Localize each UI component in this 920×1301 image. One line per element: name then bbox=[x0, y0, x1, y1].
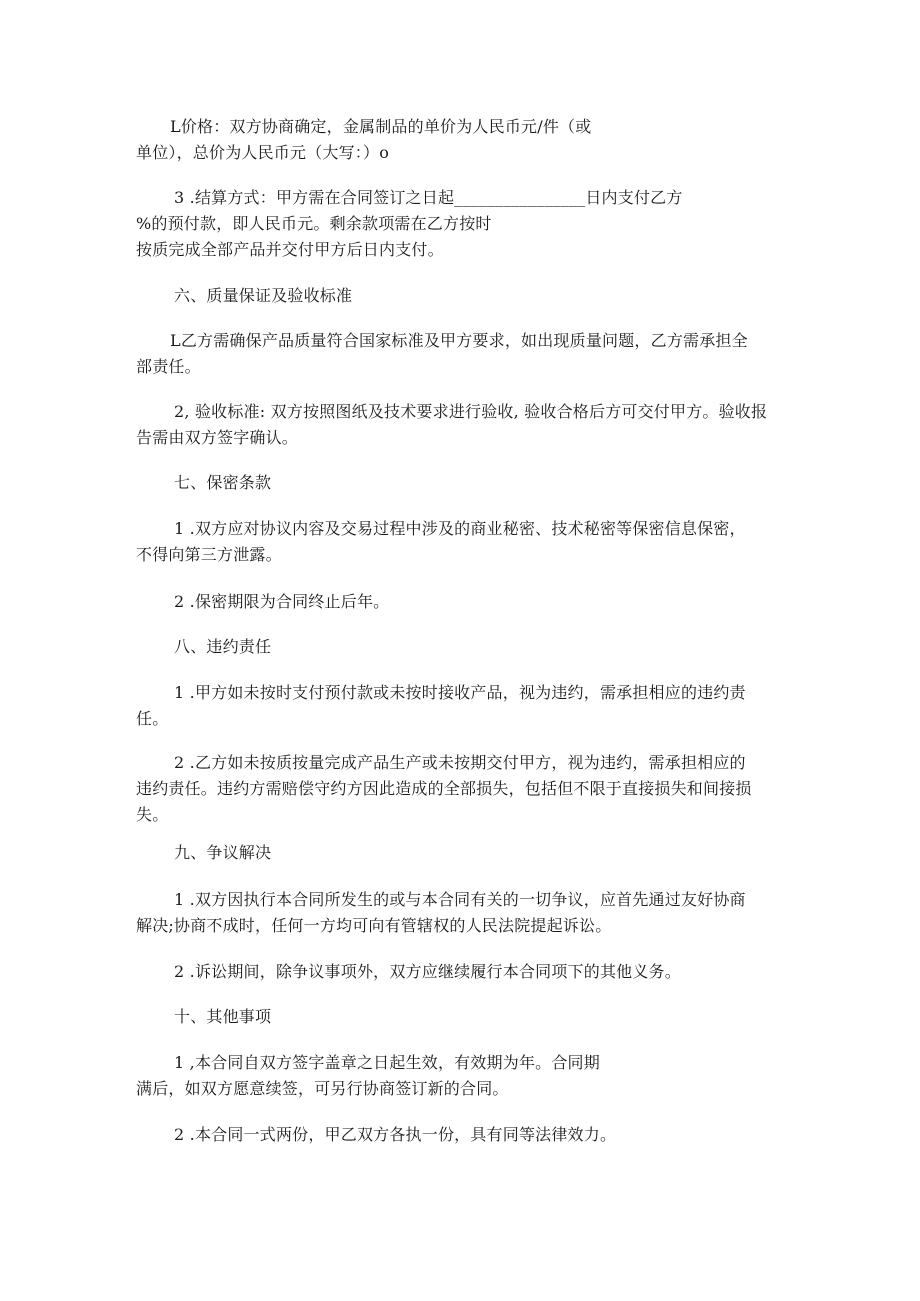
section-heading-confidentiality: 七、保密条款 bbox=[174, 473, 272, 492]
settlement-clause-line-3: 按质完成全部产品并交付甲方后日内支付。 bbox=[136, 240, 444, 259]
price-clause-line-1: L价格：双方协商确定，金属制品的单价为人民币元/件（或 bbox=[170, 117, 592, 136]
settlement-clause-line-2: %的预付款，即人民币元。剩余款项需在乙方按时 bbox=[136, 214, 492, 233]
quality-clause-1-line-1: L乙方需确保产品质量符合国家标准及甲方要求，如出现质量问题，乙方需承担全 bbox=[170, 331, 748, 350]
quality-clause-2-line-2: 告需由双方签字确认。 bbox=[136, 428, 299, 447]
liability-clause-1-line-2: 任。 bbox=[136, 709, 169, 728]
other-clause-1-line-1: 1 ,本合同自双方签字盖章之日起生效，有效期为年。合同期 bbox=[174, 1053, 600, 1072]
liability-clause-2-line-1: 2 .乙方如未按质按量完成产品生产或未按期交付甲方，视为违约，需承担相应的 bbox=[174, 753, 746, 772]
liability-clause-2-line-3: 失。 bbox=[136, 805, 169, 824]
confidentiality-clause-1-line-1: 1 .双方应对协议内容及交易过程中涉及的商业秘密、技术秘密等保密信息保密， bbox=[174, 519, 746, 538]
price-clause-line-2: 单位），总价为人民币元（大写：）o bbox=[136, 143, 390, 162]
confidentiality-clause-1-line-2: 不得向第三方泄露。 bbox=[136, 545, 282, 564]
quality-clause-2-line-1: 2, 验收标准: 双方按照图纸及技术要求进行验收, 验收合格后方可交付甲方。验收报 bbox=[174, 402, 768, 421]
section-heading-dispute: 九、争议解决 bbox=[174, 843, 272, 862]
settlement-clause-line-1: 3 .结算方式：甲方需在合同签订之日起________________日内支付乙方 bbox=[174, 188, 683, 207]
other-clause-2: 2 .本合同一式两份，甲乙双方各执一份，具有同等法律效力。 bbox=[174, 1125, 617, 1144]
liability-clause-2-line-2: 违约责任。违约方需赔偿守约方因此造成的全部损失，包括但不限于直接损失和间接损 bbox=[136, 779, 752, 798]
other-clause-1-line-2: 满后，如双方愿意续签，可另行协商签订新的合同。 bbox=[136, 1079, 509, 1098]
section-heading-quality: 六、质量保证及验收标准 bbox=[174, 286, 353, 305]
confidentiality-clause-2: 2 .保密期限为合同终止后年。 bbox=[174, 592, 390, 611]
dispute-clause-1-line-1: 1 .双方因执行本合同所发生的或与本合同有关的一切争议，应首先通过友好协商 bbox=[174, 890, 746, 909]
quality-clause-1-line-2: 部责任。 bbox=[136, 357, 201, 376]
section-heading-liability: 八、违约责任 bbox=[174, 637, 272, 656]
dispute-clause-1-line-2: 解决;协商不成时，任何一方均可向有管辖权的人民法院提起诉讼。 bbox=[136, 916, 612, 935]
dispute-clause-2: 2 .诉讼期间，除争议事项外，双方应继续履行本合同项下的其他义务。 bbox=[174, 962, 681, 981]
liability-clause-1-line-1: 1 .甲方如未按时支付预付款或未按时接收产品，视为违约，需承担相应的违约责 bbox=[174, 683, 746, 702]
section-heading-other: 十、其他事项 bbox=[174, 1007, 272, 1026]
